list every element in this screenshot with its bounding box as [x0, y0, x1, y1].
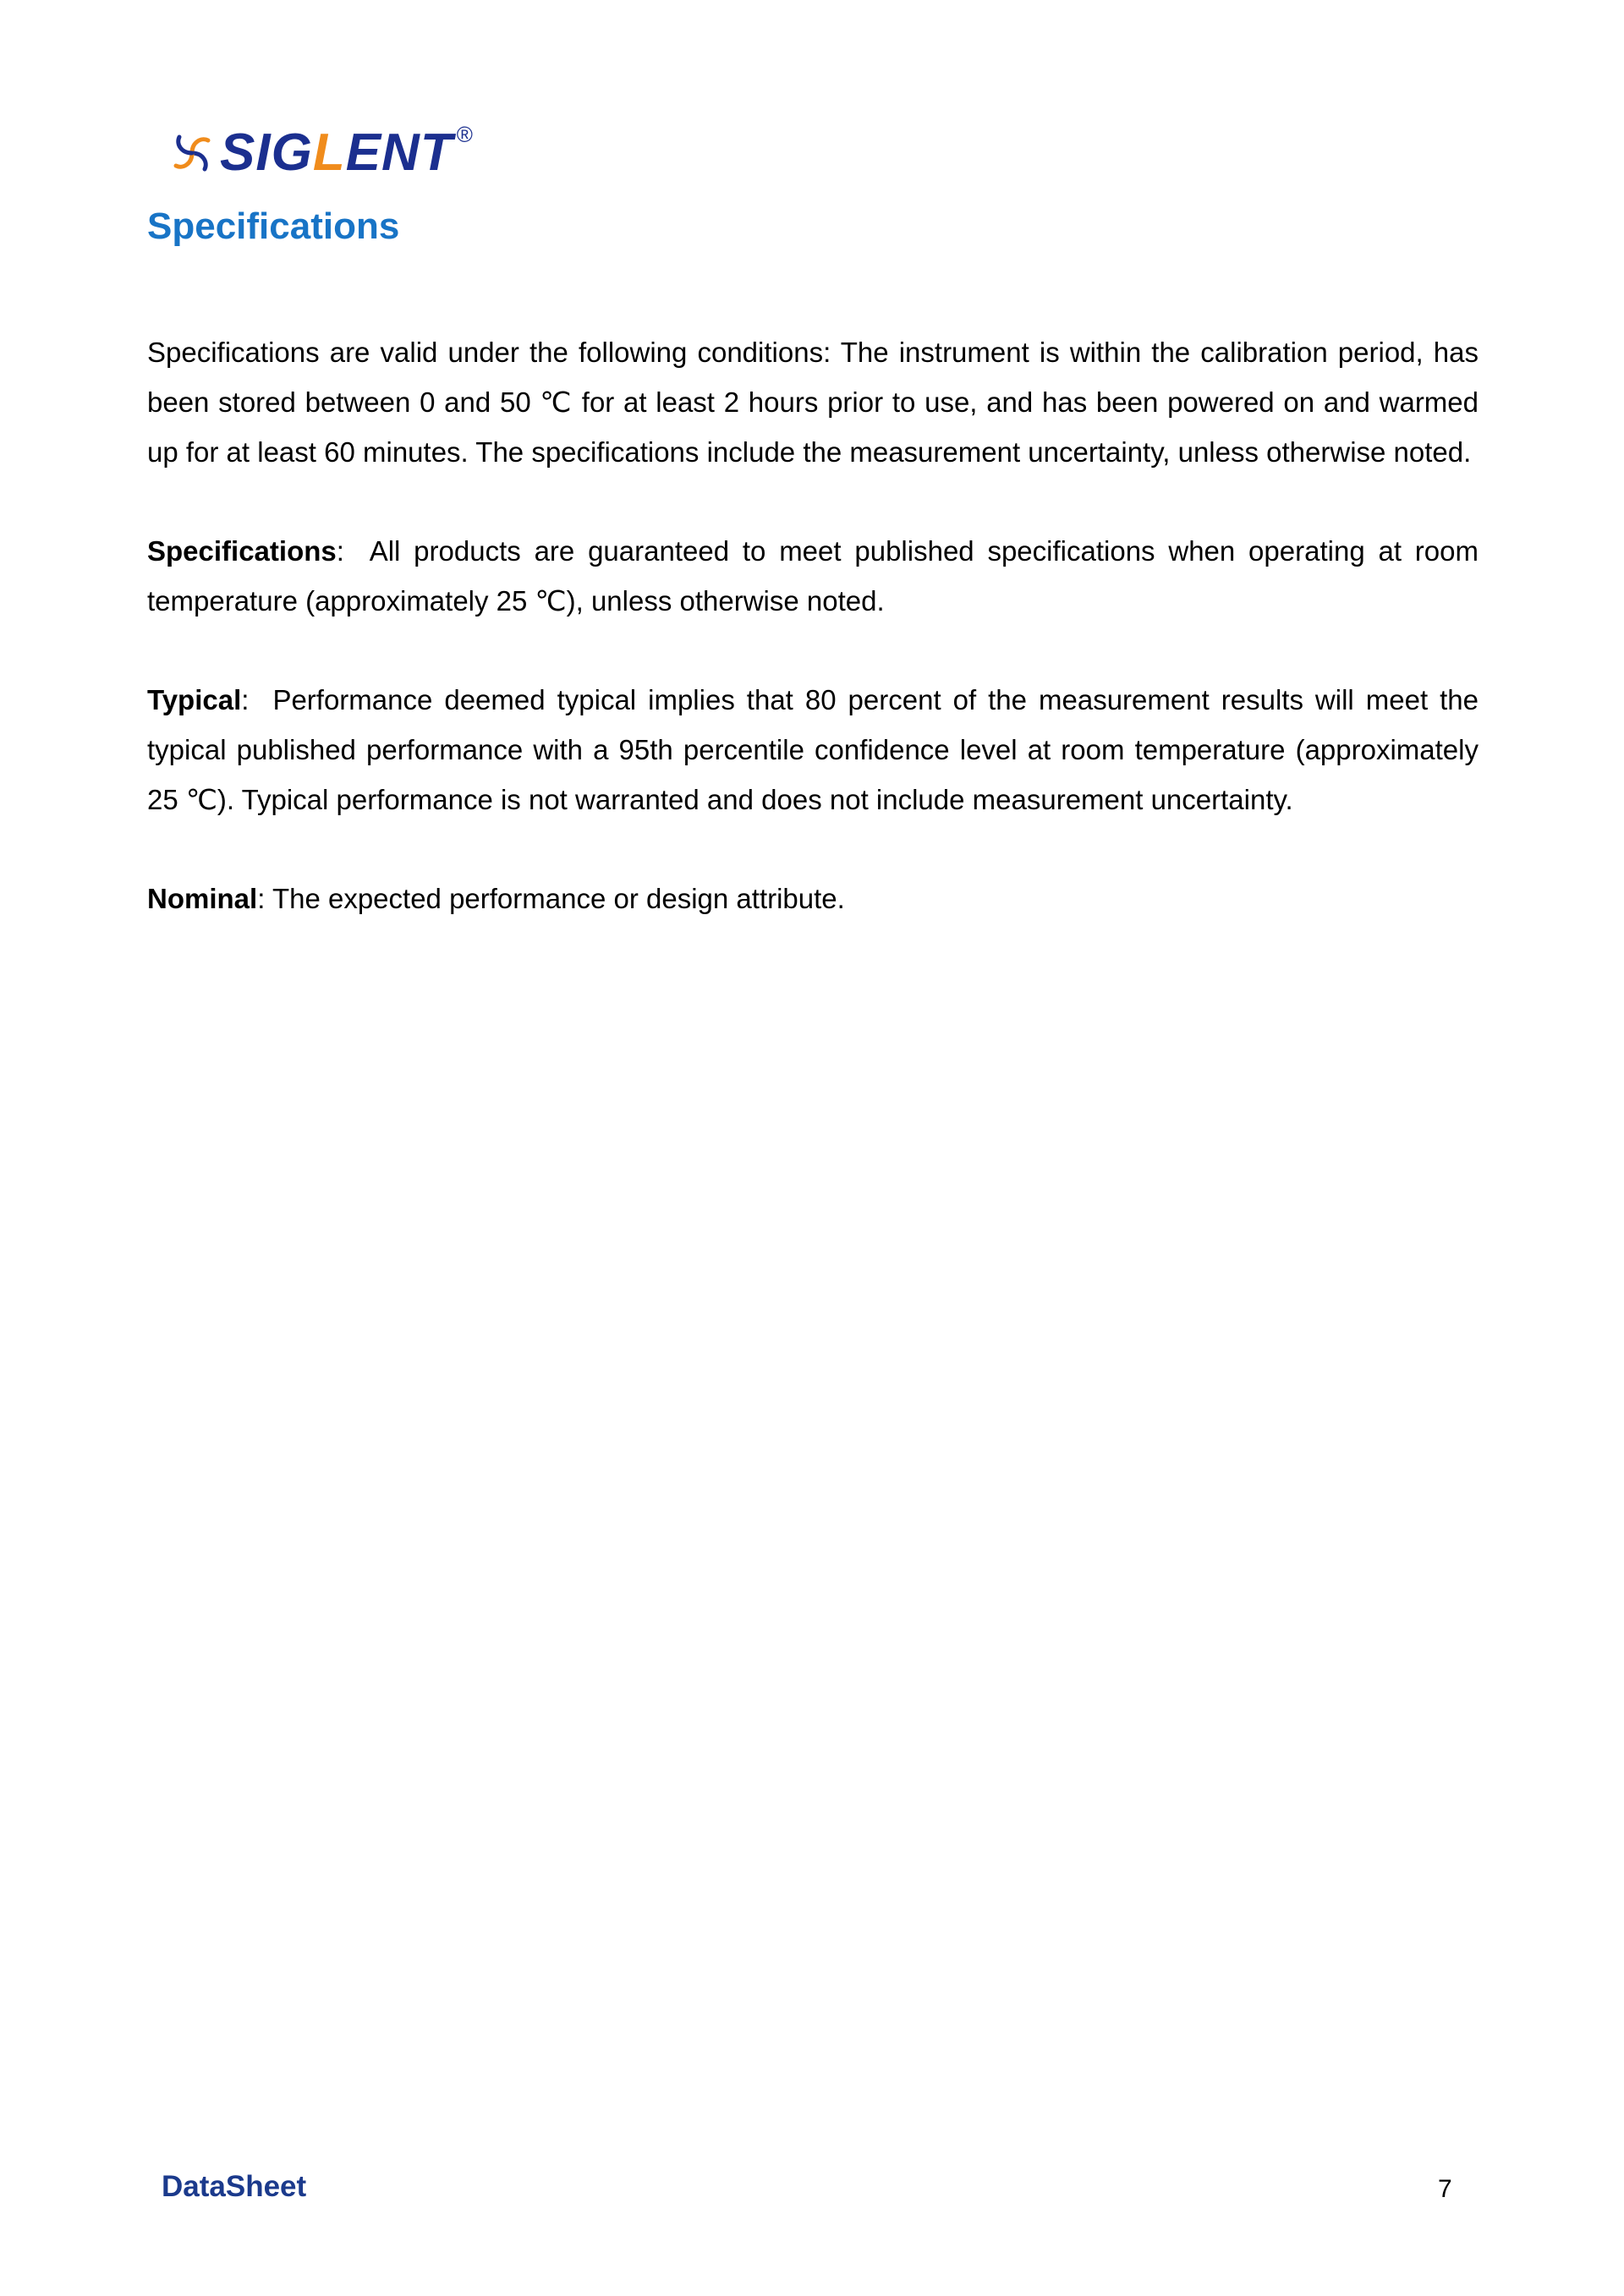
- definition-term: Typical: [147, 684, 242, 715]
- brand-prefix: SIG: [220, 123, 313, 182]
- definition-separator: :: [336, 535, 370, 567]
- footer-datasheet-label: DataSheet: [162, 2170, 307, 2203]
- siglent-swirl-icon: [169, 130, 215, 176]
- definition-separator: :: [257, 883, 272, 914]
- siglent-logo: [169, 122, 473, 182]
- definition-separator: :: [241, 684, 273, 715]
- definition-term: Nominal: [147, 883, 258, 914]
- registered-mark: ®: [456, 122, 473, 147]
- brand-accent-letter: L: [312, 123, 346, 182]
- intro-paragraph: Specifications are valid under the following conditions: The instrument is within the calibration period, has been stored between 0 and 50 ℃ for at least 2 hours prior to use, and has been powered on and warmed up for at least 60 minutes. The specifications include the measurement uncertainty, unless otherwise noted.: [147, 337, 1479, 468]
- brand-wordmark: [220, 123, 453, 182]
- definition-text: All products are guaranteed to meet published specifications when operating at room temperature (approximately 25 ℃), unless otherwise noted.: [147, 535, 1479, 616]
- definition-specifications: [147, 526, 1479, 626]
- definition-nominal: [147, 874, 1479, 923]
- definition-text: The expected performance or design attribute.: [272, 883, 845, 914]
- brand-suffix: ENT: [345, 123, 453, 182]
- definition-text: Performance deemed typical implies that 80 percent of the measurement results will meet the typical published performance with a 95th percentile confidence level at room temperature (approximately 25 ℃). Typical performance is not warranted and does not include measurement uncertainty.: [147, 684, 1479, 815]
- definition-term: Specifications: [147, 535, 337, 567]
- specifications-body: [147, 327, 1479, 973]
- page-title: Specifications: [147, 205, 400, 247]
- page-number: 7: [1438, 2175, 1452, 2203]
- definition-typical: [147, 675, 1479, 825]
